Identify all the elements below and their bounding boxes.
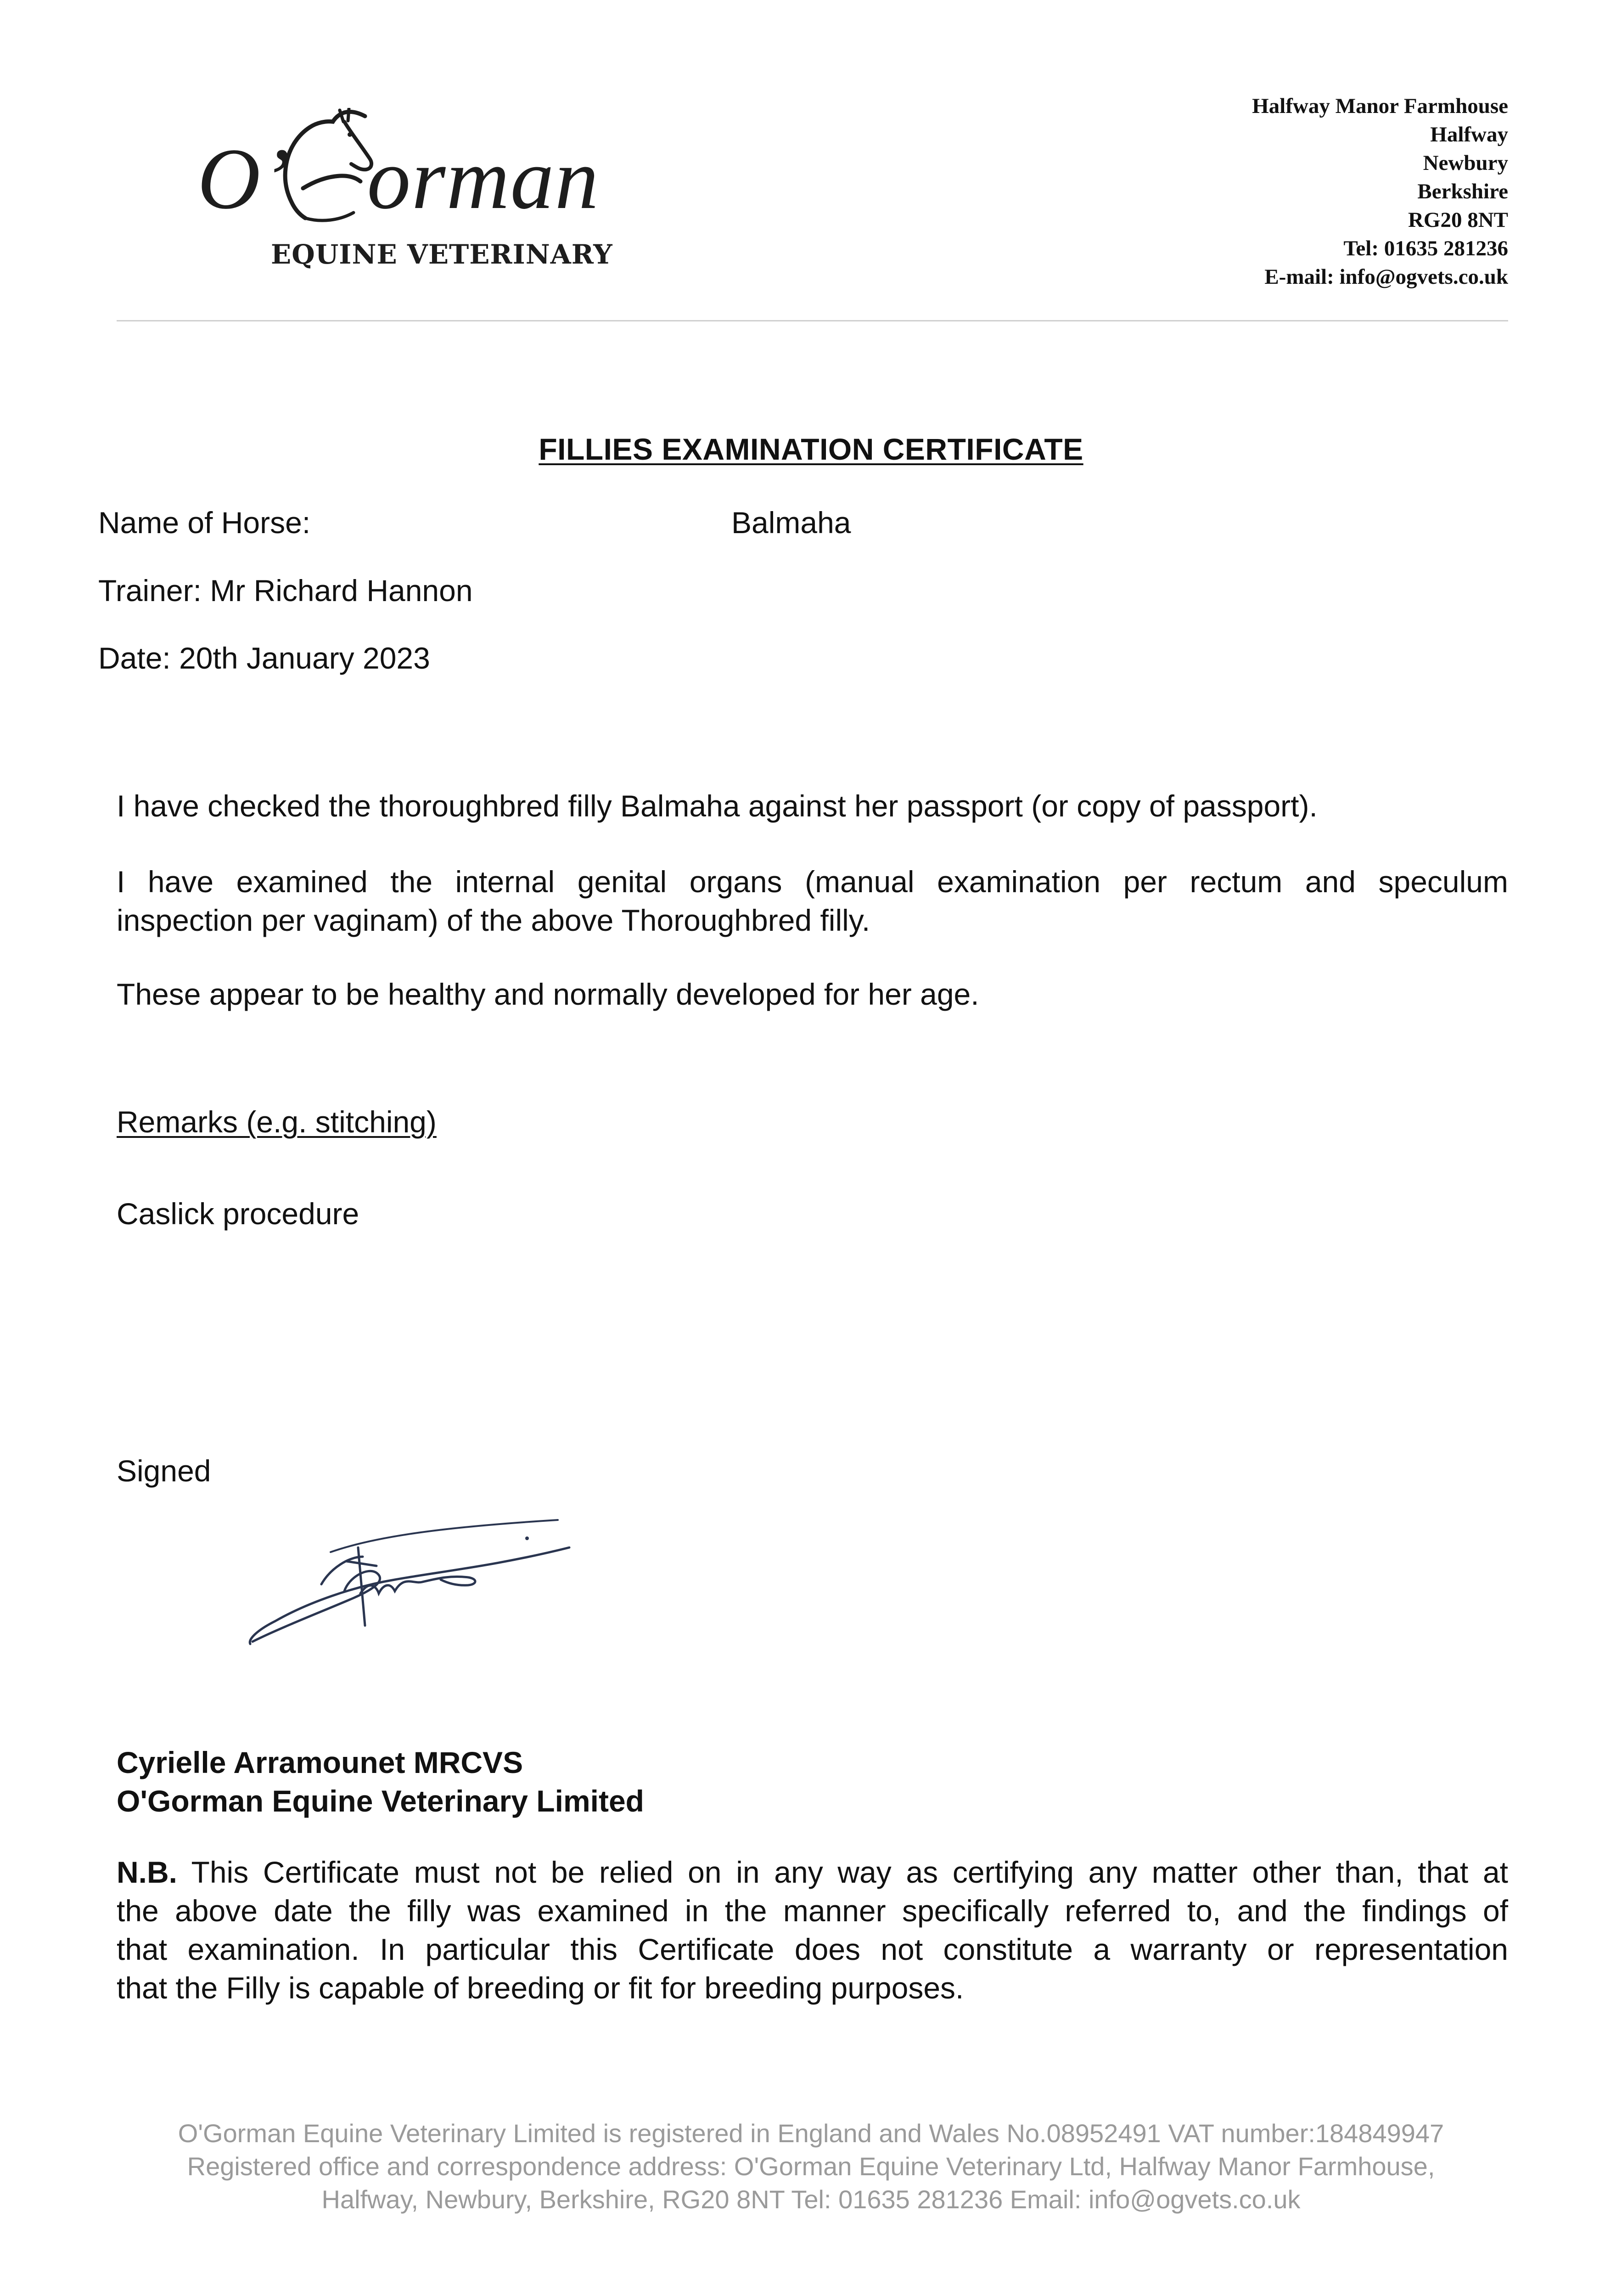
logo-subtitle: EQUINE VETERINARY xyxy=(271,239,613,270)
paragraph-text: I have checked the thoroughbred filly Balmaha against her passport (or copy of passport). xyxy=(117,789,1318,823)
findings-paragraph xyxy=(117,975,1508,1013)
address-phone: Tel: 01635 281236 xyxy=(1343,236,1508,260)
passport-check-paragraph xyxy=(117,787,1508,825)
footer-line: Halfway, Newbury, Berkshire, RG20 8NT Tel: 01635 281236 Email: info@ogvets.co.uk xyxy=(321,2185,1301,2214)
signatory-company: O'Gorman Equine Veterinary Limited xyxy=(117,1784,644,1818)
logo-wordmark: O’ orman xyxy=(197,131,600,227)
horse-head-icon xyxy=(271,108,376,232)
address-line: Halfway Manor Farmhouse xyxy=(1252,94,1508,118)
address-line: Berkshire xyxy=(1417,180,1508,203)
practice-address xyxy=(1252,92,1508,291)
footer-line: Registered office and correspondence address: O'Gorman Equine Veterinary Ltd, Halfway Manor Farmhouse, xyxy=(187,2152,1435,2181)
trainer-line: Trainer: Mr Richard Hannon xyxy=(98,574,473,608)
disclaimer-line xyxy=(117,1853,1508,1891)
disclaimer-line: the above date the filly was examined in the manner specifically referred to, and the findings of xyxy=(117,1894,1508,1928)
remarks-heading: Remarks (e.g. stitching) xyxy=(117,1105,437,1139)
nb-disclaimer xyxy=(117,1853,1508,2007)
address-email: E-mail: info@ogvets.co.uk xyxy=(1264,265,1508,289)
footer-line: O'Gorman Equine Veterinary Limited is registered in England and Wales No.08952491 VAT number:184849947 xyxy=(178,2119,1444,2148)
disclaimer-line: that examination. In particular this Certificate does not constitute a warranty or representation xyxy=(117,1932,1508,1966)
signatory-name: Cyrielle Arramounet MRCVS xyxy=(117,1745,523,1779)
signature-image xyxy=(239,1488,588,1662)
certificate-title: FILLIES EXAMINATION CERTIFICATE xyxy=(539,432,1083,466)
paragraph-text: These appear to be healthy and normally developed for her age. xyxy=(117,977,979,1011)
address-line: Newbury xyxy=(1423,151,1508,175)
date-line: Date: 20th January 2023 xyxy=(98,641,430,675)
signed-label: Signed xyxy=(117,1454,211,1488)
horse-name-label: Name of Horse: xyxy=(98,506,311,540)
header-divider xyxy=(117,320,1508,321)
address-line: RG20 8NT xyxy=(1408,208,1508,232)
paragraph-line: inspection per vaginam) of the above Thoroughbred filly. xyxy=(117,903,870,937)
nb-label: N.B. xyxy=(117,1855,177,1889)
disclaimer-line: that the Filly is capable of breeding or fit for breeding purposes. xyxy=(117,1971,964,2005)
examination-paragraph xyxy=(117,862,1508,940)
disclaimer-text: This Certificate must not be relied on in any way as certifying any matter other than, that at xyxy=(191,1855,1508,1889)
registration-footer xyxy=(0,2117,1622,2216)
remarks-text: Caslick procedure xyxy=(117,1197,359,1231)
address-line: Halfway xyxy=(1430,123,1508,146)
paragraph-line: I have examined the internal genital organs (manual examination per rectum and speculum xyxy=(117,865,1508,899)
horse-name-value: Balmaha xyxy=(731,506,851,540)
company-logo xyxy=(193,108,634,278)
